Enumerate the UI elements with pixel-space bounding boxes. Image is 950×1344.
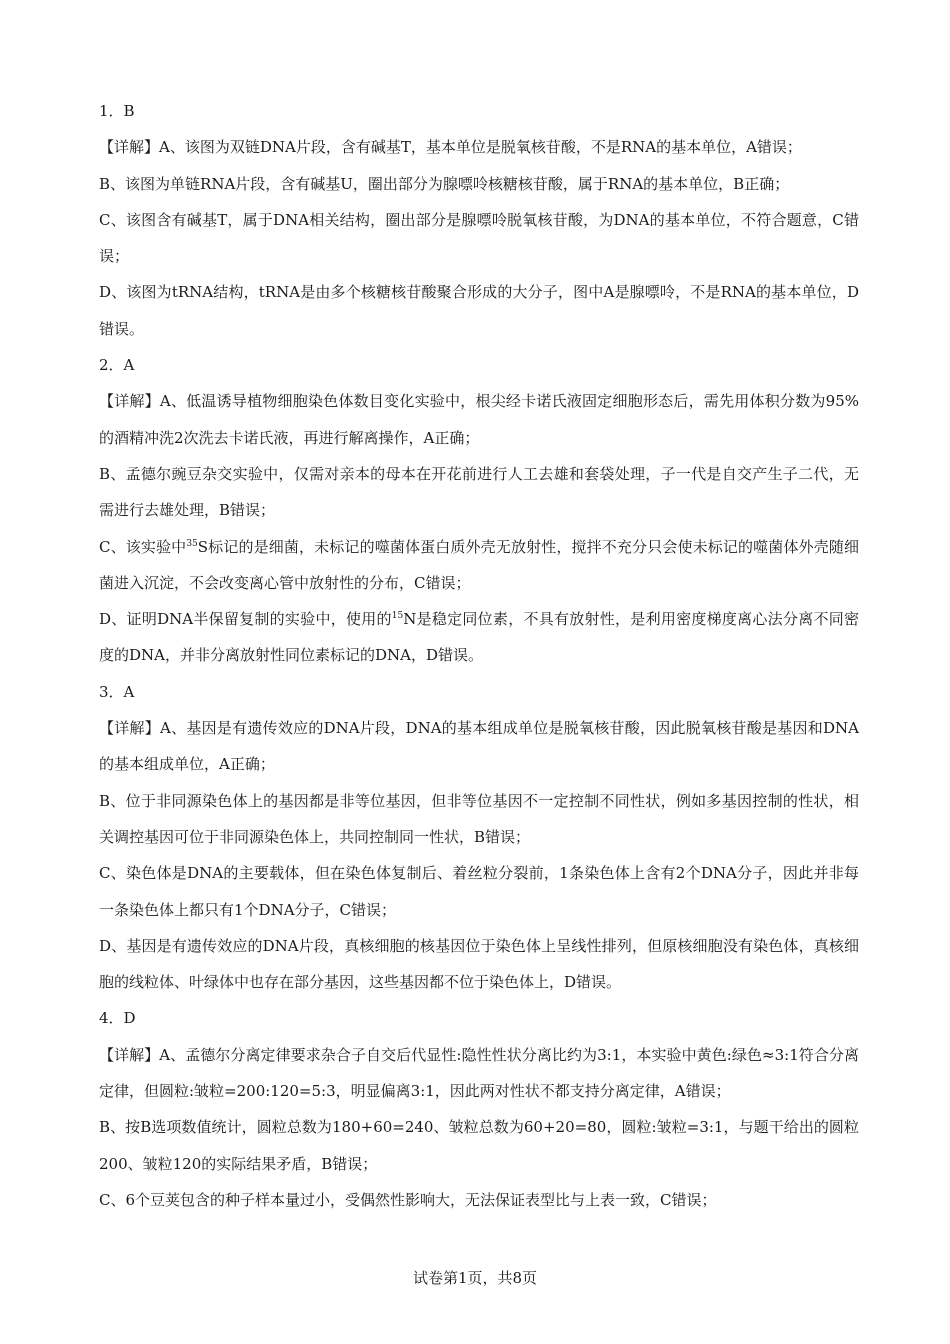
text-segment: C、该实验中 — [99, 537, 187, 556]
explanation-paragraph: C、6个豆荚包含的种子样本量过小，受偶然性影响大，无法保证表型比与上表一致，C错误； — [99, 1190, 717, 1209]
isotope-superscript: 35 — [186, 538, 198, 549]
explanation-paragraph — [99, 529, 859, 602]
question-number: 3．A — [99, 682, 135, 701]
text-segment: N是稳定同位素，不具有放射性，是利用密度梯度离心法分离不同密度的DNA，并非分离放射性同位素标记的DNA，D错误。 — [99, 610, 859, 665]
text-segment: D、证明DNA半保留复制的实验中，使用的 — [99, 610, 392, 629]
explanation-paragraph: B、位于非同源染色体上的基因都是非等位基因，但非等位基因不一定控制不同性状，例如多基因控制的性状，相关调控基因可位于非同源染色体上，共同控制同一性状，B错误； — [99, 791, 859, 846]
explanation-paragraph: B、按B选项数值统计，圆粒总数为180+60=240、皱粒总数为60+20=80，圆粒:皱粒=3:1，与题干给出的圆粒200、皱粒120的实际结果矛盾，B错误； — [99, 1118, 859, 1173]
explanation-paragraph — [99, 601, 859, 674]
explanation-paragraph: D、该图为tRNA结构，tRNA是由多个核糖核苷酸聚合形成的大分子，图中A是腺嘌呤，不是RNA的基本单位，D错误。 — [99, 283, 859, 338]
explanation-paragraph: C、该图含有碱基T，属于DNA相关结构，圈出部分是腺嘌呤脱氧核苷酸，为DNA的基本单位，不符合题意，C错误； — [99, 210, 859, 266]
explanation-paragraph: 【详解】A、孟德尔分离定律要求杂合子自交后代显性:隐性性状分离比约为3:1，本实验中黄色:绿色≈3:1符合分离定律，但圆粒:皱粒=200:120=5:3，明显偏离3:1，因此两对性状不都支持分离定律，A错误； — [99, 1045, 859, 1101]
question-number: 2．A — [99, 356, 135, 375]
question-1 — [99, 93, 859, 347]
explanation-paragraph: 【详解】A、基因是有遗传效应的DNA片段，DNA的基本组成单位是脱氧核苷酸，因此脱氧核苷酸是基因和DNA的基本组成单位，A正确； — [99, 719, 859, 774]
explanation-paragraph: C、染色体是DNA的主要载体，但在染色体复制后、着丝粒分裂前，1条染色体上含有2个DNA分子，因此并非每一条染色体上都只有1个DNA分子，C错误； — [99, 864, 859, 919]
explanation-paragraph: 【详解】A、低温诱导植物细胞染色体数目变化实验中，根尖经卡诺氏液固定细胞形态后，需先用体积分数为95%的酒精冲洗2次洗去卡诺氏液，再进行解离操作，A正确； — [99, 392, 859, 447]
text-segment: S标记的是细菌，未标记的噬菌体蛋白质外壳无放射性，搅拌不充分只会使未标记的噬菌体外壳随细菌进入沉淀，不会改变离心管中放射性的分布，C错误； — [99, 537, 859, 592]
isotope-superscript: 15 — [391, 611, 404, 622]
question-4 — [99, 1000, 859, 1218]
question-3 — [99, 674, 859, 1001]
page-footer: 试卷第1页，共8页 — [412, 1269, 538, 1287]
question-number: 1．B — [99, 102, 135, 120]
question-number: 4．D — [99, 1009, 136, 1028]
answer-content — [99, 93, 859, 1218]
explanation-paragraph: D、基因是有遗传效应的DNA片段，真核细胞的核基因位于染色体上呈线性排列，但原核细胞没有染色体，真核细胞的线粒体、叶绿体中也存在部分基因，这些基因都不位于染色体上，D错误。 — [99, 936, 859, 992]
explanation-paragraph: B、孟德尔豌豆杂交实验中，仅需对亲本的母本在开花前进行人工去雄和套袋处理，子一代是自交产生子二代，无需进行去雄处理，B错误； — [99, 464, 859, 520]
explanation-paragraph: 【详解】A、该图为双链DNA片段，含有碱基T，基本单位是脱氧核苷酸，不是RNA的基本单位，A错误； — [99, 138, 802, 157]
explanation-paragraph: B、该图为单链RNA片段，含有碱基U，圈出部分为腺嘌呤核糖核苷酸，属于RNA的基本单位，B正确； — [99, 174, 790, 193]
question-2 — [99, 347, 859, 674]
